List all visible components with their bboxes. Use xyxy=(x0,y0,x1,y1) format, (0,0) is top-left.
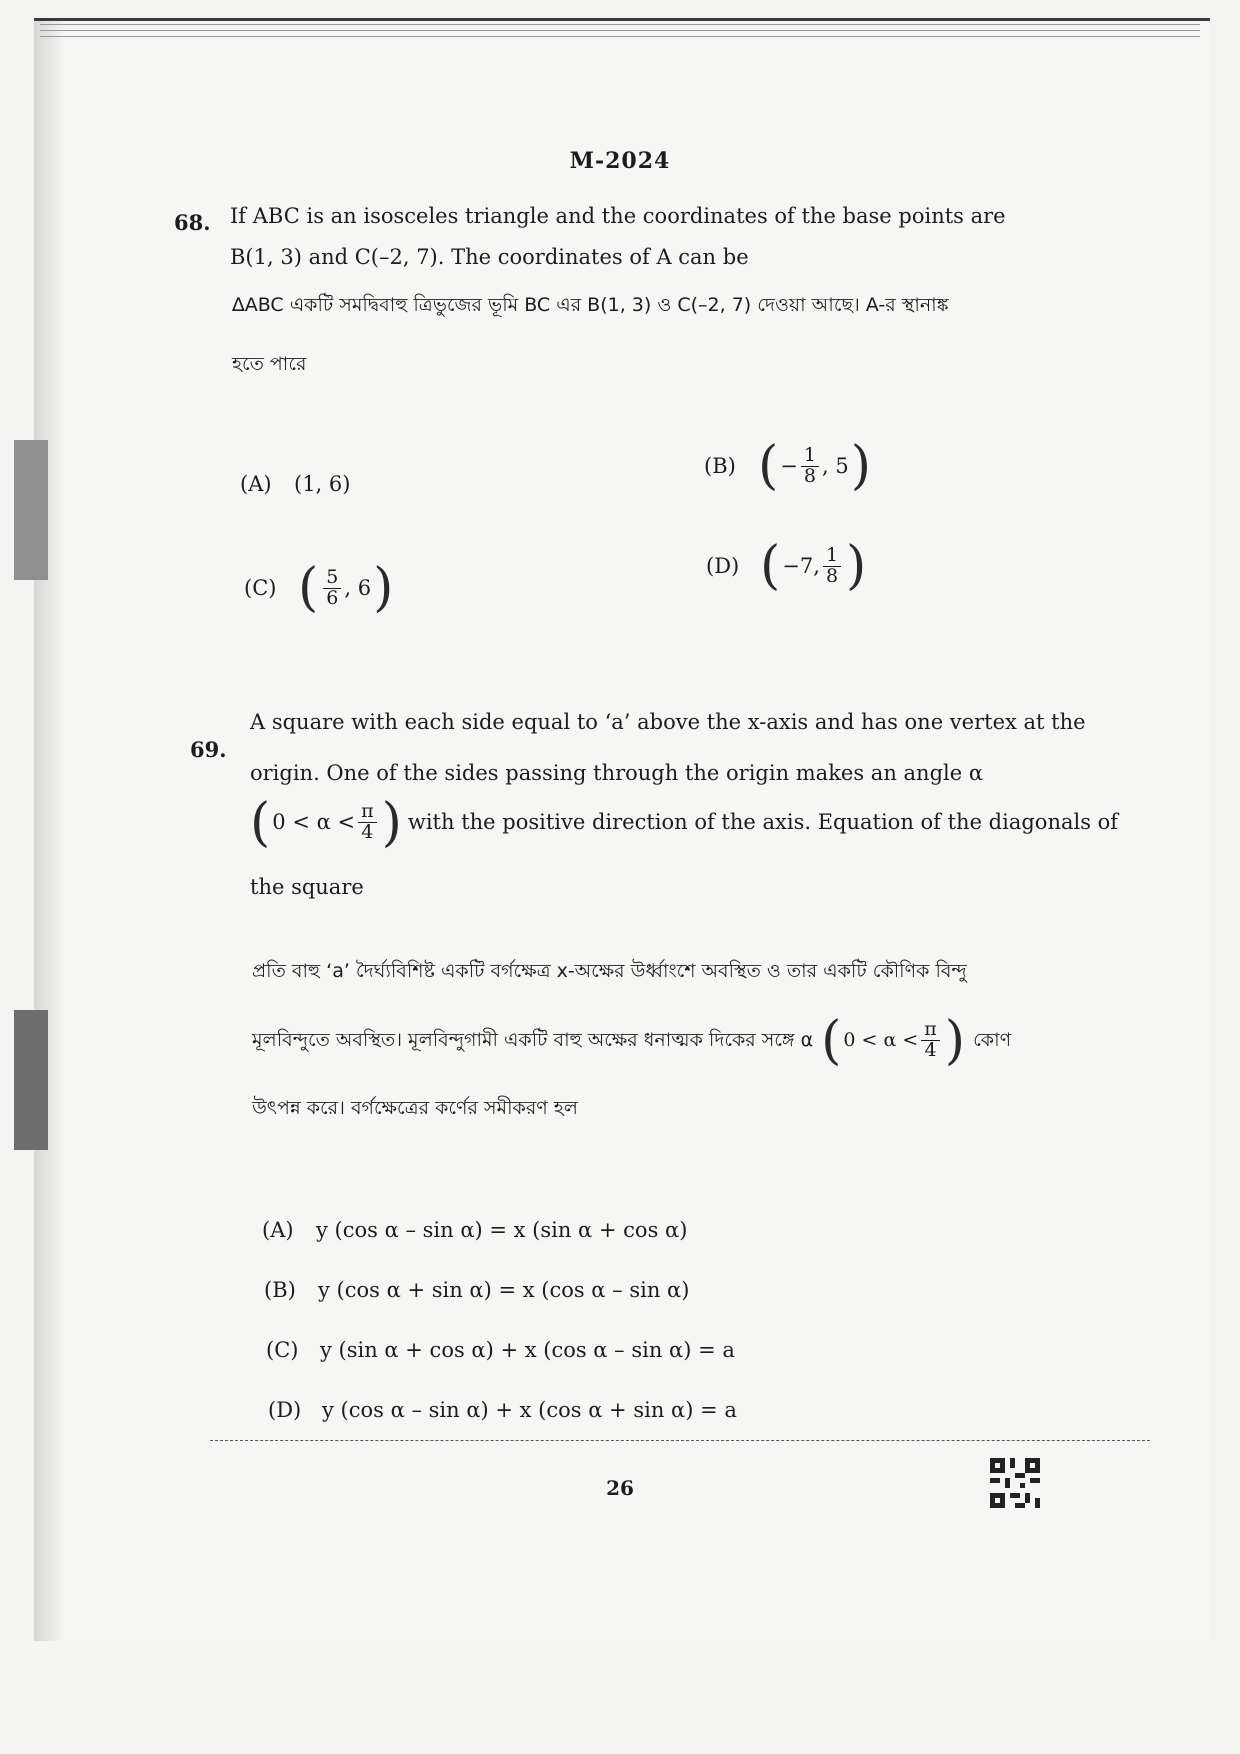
option-69-c[interactable] xyxy=(266,1338,735,1362)
option-69-d[interactable] xyxy=(268,1398,737,1422)
math-tail: , 5 xyxy=(822,454,849,478)
fraction xyxy=(823,543,841,587)
option-label: (A) xyxy=(262,1218,294,1242)
fraction-denominator: 8 xyxy=(803,464,816,487)
option-68-c[interactable] xyxy=(244,562,393,614)
option-69-b[interactable] xyxy=(264,1278,689,1302)
minus-sign: ( − xyxy=(780,454,798,478)
question-text: with the positive direction of the axis. Equation of the diagonals of xyxy=(407,810,1119,835)
option-68-b[interactable] xyxy=(704,440,871,492)
question-68-bengali xyxy=(232,292,1152,377)
fraction xyxy=(801,443,819,487)
question-text-line: origin. One of the sides passing through the origin makes an angle α xyxy=(250,761,984,786)
option-math xyxy=(298,562,393,614)
option-text: y (sin α + cos α) + x (cos α – sin α) = a xyxy=(320,1338,735,1362)
option-label: (C) xyxy=(266,1338,299,1362)
confidential-side-stamp xyxy=(14,1010,48,1150)
question-text-line: উৎপন্ন করে। বর্গক্ষেত্রের কর্ণের সমীকরণ হল xyxy=(252,1096,578,1119)
angle-range xyxy=(250,797,402,849)
fraction-numerator: π xyxy=(921,1020,940,1041)
question-text-line xyxy=(252,1015,1162,1067)
page-stack-line xyxy=(40,30,1200,31)
fraction-numerator: ( 5 xyxy=(323,568,341,589)
page-stack-line xyxy=(40,36,1200,37)
question-69-english xyxy=(250,708,1150,902)
option-text: y (cos α – sin α) = x (sin α + cos α) xyxy=(316,1218,688,1242)
fraction-denominator: 4 xyxy=(361,821,374,844)
option-math xyxy=(760,540,866,592)
question-text-line: ∆ABC একটি সমদ্বিবাহু ত্রিভুজের ভূমি BC এর B(1, 3) ও C(–2, 7) দেওয়া আছে। A-র স্থানাঙ্ক xyxy=(232,294,949,316)
question-text-line: হতে পারে xyxy=(232,352,307,375)
option-label: (B) xyxy=(264,1278,296,1302)
option-label: (A) xyxy=(240,472,272,496)
option-label: (D) xyxy=(706,554,740,578)
question-text: মূলবিন্দুতে অবস্থিত। মূলবিন্দুগামী একটি বাহু অক্ষের ধনাত্মক দিকের সঙ্গে α xyxy=(252,1029,814,1052)
confidential-side-stamp xyxy=(14,440,48,580)
fraction xyxy=(358,802,377,843)
paper-code: M-2024 xyxy=(569,148,671,174)
page-number: 26 xyxy=(606,1476,634,1500)
qr-code-icon xyxy=(990,1458,1040,1508)
footer-divider xyxy=(210,1440,1150,1441)
option-math xyxy=(758,440,871,492)
fraction-denominator: 6 xyxy=(326,586,339,609)
fraction xyxy=(323,565,341,609)
fraction-numerator: π xyxy=(358,802,377,823)
fraction-denominator: 4 xyxy=(924,1039,937,1062)
question-text-line: A square with each side equal to ‘a’ above the x-axis and has one vertex at the xyxy=(250,710,1086,734)
question-text-line: প্রতি বাহু ‘a’ দৈর্ঘ্যবিশিষ্ট একটি বর্গক্ষেত্র x-অক্ষের উর্ধ্বাংশে অবস্থিত ও তার একটি কৌণিক বিন্দু xyxy=(252,960,967,982)
option-text: y (cos α – sin α) + x (cos α + sin α) = a xyxy=(322,1398,737,1422)
option-label: (C) xyxy=(244,576,277,600)
math-tail: , 6 xyxy=(344,576,372,600)
question-text-line xyxy=(250,797,1150,849)
option-text: y (cos α + sin α) = x (cos α – sin α) xyxy=(318,1278,690,1302)
math-head: ( −7, xyxy=(782,554,820,578)
question-number: 69. xyxy=(190,737,227,762)
fraction-numerator: 1 xyxy=(823,546,841,567)
option-69-a[interactable] xyxy=(262,1218,687,1242)
option-label: (D) xyxy=(268,1398,302,1422)
angle-range xyxy=(821,1015,965,1067)
option-text: (1, 6) xyxy=(294,472,351,496)
page-stack-line xyxy=(40,24,1200,25)
option-68-d[interactable] xyxy=(706,540,866,592)
question-text-line: B(1, 3) and C(–2, 7). The coordinates of A can be xyxy=(230,245,749,270)
option-68-a[interactable] xyxy=(240,472,350,496)
question-text: কোণ xyxy=(973,1029,1012,1052)
question-69-bengali xyxy=(252,958,1162,1121)
question-number: 68. xyxy=(174,210,211,235)
math-head: ( 0 < α < xyxy=(843,1029,919,1052)
fraction xyxy=(921,1020,940,1061)
fraction-numerator: 1 xyxy=(801,446,819,467)
question-text-line: If ABC is an isosceles triangle and the coordinates of the base points are xyxy=(230,204,1006,228)
question-text-line: the square xyxy=(250,874,364,899)
page-edge-shadow xyxy=(34,21,64,1641)
fraction-denominator: 8 xyxy=(825,564,839,587)
option-label: (B) xyxy=(704,454,736,478)
question-68-english xyxy=(230,202,1130,273)
math-head: ( 0 < α < xyxy=(272,810,356,835)
